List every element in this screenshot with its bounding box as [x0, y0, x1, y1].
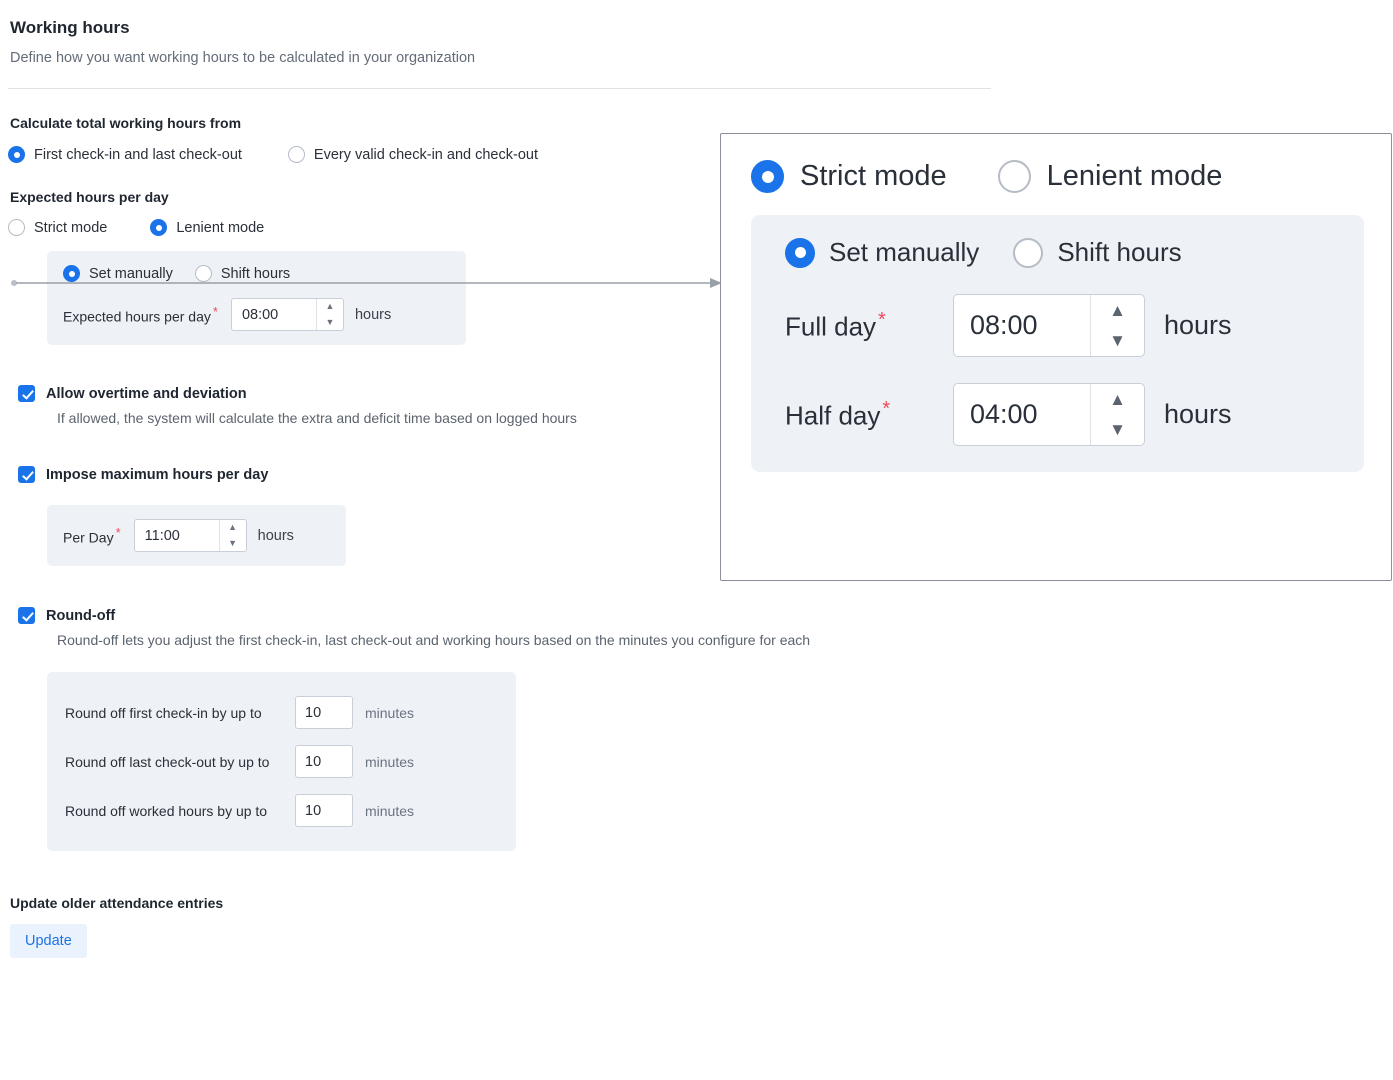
radio-icon[interactable]	[8, 146, 25, 163]
round-off-last-checkout-input[interactable]	[295, 745, 353, 778]
checkbox-round-off[interactable]	[18, 607, 1393, 624]
radio-label: Shift hours	[1057, 237, 1182, 267]
calculate-from-label: Calculate total working hours from	[10, 115, 242, 131]
stepper-up-icon[interactable]: ▲	[1109, 389, 1126, 409]
callout-submodes	[785, 237, 1338, 268]
radio-first-checkin-last-checkout[interactable]	[8, 146, 242, 163]
update-older-entries-section	[10, 895, 1393, 958]
radio-icon[interactable]	[751, 160, 784, 193]
callout-full-day-stepper[interactable]	[953, 294, 1145, 357]
checkbox-icon[interactable]	[18, 385, 35, 402]
expected-hours-panel	[47, 251, 466, 345]
required-asterisk: *	[882, 397, 891, 420]
callout-modes	[751, 160, 1365, 193]
round-off-first-checkin-input[interactable]	[295, 696, 353, 729]
page-title: Working hours	[10, 18, 130, 37]
stepper-up-icon[interactable]: ▲	[1109, 300, 1126, 320]
radio-label: Set manually	[829, 237, 980, 267]
field-label-text: Half day	[785, 400, 881, 431]
round-off-last-checkout-label: Round off last check-out by up to	[65, 753, 270, 770]
radio-icon[interactable]	[63, 265, 80, 282]
expected-hours-label: Expected hours per day	[10, 189, 169, 205]
stepper-down-icon[interactable]: ▼	[1109, 420, 1126, 440]
required-asterisk: *	[115, 525, 121, 541]
callout-radio-shift-hours[interactable]	[1013, 237, 1181, 268]
stepper-down-icon[interactable]: ▼	[1109, 331, 1126, 351]
round-off-row	[65, 688, 498, 737]
field-label-text: Expected hours per day	[63, 308, 211, 325]
callout-half-day-unit: hours	[1164, 399, 1232, 429]
callout-half-day-stepper[interactable]	[953, 383, 1145, 446]
callout-full-day-input[interactable]	[954, 295, 1090, 356]
per-day-unit: hours	[257, 527, 294, 544]
expected-hours-field-row	[63, 298, 450, 331]
field-label-text: Full day	[785, 311, 877, 342]
radio-strict-mode[interactable]	[8, 219, 107, 236]
radio-icon[interactable]	[288, 146, 305, 163]
expected-hours-submodes	[63, 265, 450, 282]
expected-hours-input[interactable]	[232, 299, 316, 330]
checkbox-label: Allow overtime and deviation	[46, 385, 247, 402]
checkbox-icon[interactable]	[18, 607, 35, 624]
radio-shift-hours[interactable]	[195, 265, 290, 282]
radio-icon[interactable]	[8, 219, 25, 236]
stepper-up-icon[interactable]: ▲	[228, 522, 238, 533]
radio-label: Shift hours	[220, 265, 291, 282]
radio-every-valid-checkin-checkout[interactable]	[288, 146, 538, 163]
callout-full-day-unit: hours	[1164, 310, 1232, 340]
callout-full-day-row	[785, 294, 1338, 357]
callout-full-day-label	[785, 309, 953, 343]
per-day-panel	[47, 505, 346, 566]
radio-label: Lenient mode	[176, 219, 265, 236]
callout-radio-set-manually[interactable]	[785, 237, 979, 268]
radio-label: Set manually	[89, 265, 173, 282]
radio-label: Every valid check-in and check-out	[313, 146, 538, 163]
callout-inner-panel	[751, 215, 1364, 472]
callout-half-day-label	[785, 398, 953, 432]
radio-icon[interactable]	[785, 238, 815, 268]
radio-icon[interactable]	[998, 160, 1031, 193]
radio-icon[interactable]	[195, 265, 212, 282]
radio-icon[interactable]	[150, 219, 167, 236]
round-off-unit: minutes	[365, 753, 415, 770]
round-off-help-text: Round-off lets you adjust the first check-in, last check-out and working hours based on the minutes you configure for each	[57, 632, 811, 648]
field-label-text: Per Day	[63, 529, 114, 546]
radio-set-manually[interactable]	[63, 265, 173, 282]
round-off-section	[18, 607, 1393, 851]
required-asterisk: *	[878, 308, 886, 331]
stepper-up-icon[interactable]: ▲	[325, 301, 335, 312]
checkbox-label: Round-off	[46, 607, 116, 624]
overtime-help-text: If allowed, the system will calculate the extra and deficit time based on logged hours	[57, 410, 577, 426]
stepper-arrows[interactable]	[316, 299, 343, 330]
per-day-field-label	[63, 525, 121, 546]
stepper-down-icon[interactable]: ▼	[325, 316, 335, 327]
callout-radio-lenient-mode[interactable]	[998, 160, 1223, 193]
per-day-input[interactable]	[135, 520, 219, 551]
callout-half-day-row	[785, 383, 1338, 446]
round-off-panel	[47, 672, 516, 851]
callout-radio-strict-mode[interactable]	[751, 160, 947, 193]
callout-half-day-input[interactable]	[954, 384, 1090, 445]
checkbox-label: Impose maximum hours per day	[46, 466, 269, 483]
round-off-row	[65, 737, 498, 786]
required-asterisk: *	[212, 304, 218, 320]
update-older-entries-label: Update older attendance entries	[10, 895, 224, 911]
header-divider	[8, 88, 991, 89]
radio-label: Lenient mode	[1046, 160, 1223, 192]
page-subtitle: Define how you want working hours to be calculated in your organization	[10, 50, 476, 66]
stepper-arrows[interactable]	[219, 520, 246, 551]
round-off-row	[65, 786, 498, 835]
update-button[interactable]: Update	[10, 924, 87, 958]
radio-label: Strict mode	[34, 219, 108, 236]
round-off-unit: minutes	[365, 802, 415, 819]
stepper-arrows[interactable]	[1090, 295, 1144, 356]
round-off-unit: minutes	[365, 704, 415, 721]
strict-mode-callout	[720, 133, 1392, 581]
checkbox-icon[interactable]	[18, 466, 35, 483]
per-day-field-row	[63, 519, 330, 552]
radio-icon[interactable]	[1013, 238, 1043, 268]
round-off-first-checkin-label: Round off first check-in by up to	[65, 704, 262, 721]
radio-lenient-mode[interactable]	[150, 219, 264, 236]
radio-label: Strict mode	[800, 160, 947, 192]
expected-hours-stepper[interactable]	[231, 298, 344, 331]
radio-label: First check-in and last check-out	[34, 146, 242, 163]
round-off-worked-hours-label: Round off worked hours by up to	[65, 802, 268, 819]
per-day-stepper[interactable]	[134, 519, 247, 552]
stepper-down-icon[interactable]: ▼	[228, 537, 238, 548]
round-off-worked-hours-input[interactable]	[295, 794, 353, 827]
stepper-arrows[interactable]	[1090, 384, 1144, 445]
expected-hours-field-label	[63, 304, 218, 325]
expected-hours-unit: hours	[354, 306, 392, 323]
